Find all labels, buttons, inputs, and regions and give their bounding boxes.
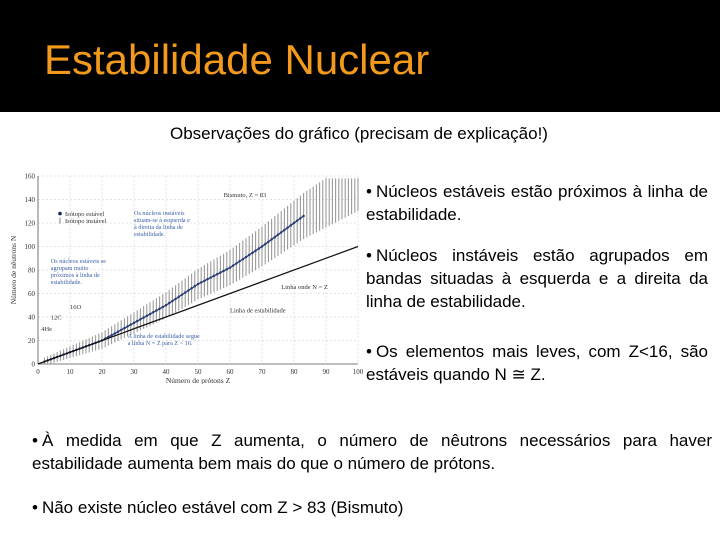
annotation-he4: 4He (41, 326, 53, 334)
slide-subtitle: Observações do gráfico (precisam de explicação!) (170, 124, 548, 143)
annotation-stable: Os núcleos estáveis se (50, 257, 106, 265)
annotation-unstable: estabilidade. (134, 230, 166, 238)
chart-legend (58, 211, 106, 225)
y-tick-label: 140 (24, 196, 35, 204)
y-tick-label: 80 (28, 266, 35, 275)
annotation-unstable: Os núcleos instáveis (134, 209, 185, 217)
annotation-stability-line: Linha de estabilidade (230, 307, 286, 315)
x-tick-label: 80 (290, 368, 298, 376)
annotation-unstable: à direita da linha de (134, 223, 183, 231)
bottom-bullet-2 (32, 496, 712, 519)
y-tick-label: 20 (28, 337, 35, 345)
bullet-marker: • (366, 342, 372, 361)
bottom-bullet-1 (32, 429, 712, 475)
annotation-stable: próximos à linha de (50, 271, 100, 279)
bullet-marker: • (32, 498, 38, 517)
y-tick-label: 100 (24, 243, 35, 251)
y-tick-label: 40 (28, 313, 35, 322)
annotation-o16: 16O (70, 303, 82, 311)
side-bullet-3 (366, 340, 708, 386)
legend-stable-marker (58, 212, 62, 216)
side-bullet-1 (366, 180, 708, 226)
side-bullet-2 (366, 244, 708, 313)
x-tick-label: 30 (130, 368, 138, 376)
annotation-unstable: situam-se à esquerda e (134, 216, 190, 224)
stability-chart (8, 164, 363, 384)
x-tick-label: 70 (258, 368, 266, 376)
annotation-stable: agrupam muito (50, 264, 89, 272)
legend-unstable-label: Isótopo instável (65, 218, 107, 226)
bullet-text: Não existe núcleo estável com Z > 83 (Bismuto) (41, 498, 404, 517)
annotation-stable: estabilidade. (50, 278, 82, 286)
annotation-bismuto: Bismuto, Z = 83 (223, 192, 267, 200)
x-tick-label: 100 (352, 368, 363, 376)
bullet-marker: • (366, 182, 372, 201)
bullet-text: Núcleos instáveis estão agrupados em bandas situadas à esquerda e a direita da linha de estabilidade. (366, 246, 708, 311)
legend-stable-label: Isótopo estável (65, 211, 105, 219)
annotation-c12: 12C (50, 314, 62, 322)
y-tick-label: 0 (31, 360, 35, 369)
slide-title: Estabilidade Nuclear (44, 36, 430, 83)
bullet-marker: • (32, 431, 38, 450)
x-tick-label: 50 (194, 368, 202, 376)
bullet-text: Os elementos mais leves, com Z<16, são estáveis quando N ≅ Z. (366, 342, 708, 384)
x-tick-label: 10 (66, 368, 74, 376)
x-axis-label: Número de prótons Z (165, 376, 231, 384)
x-tick-label: 20 (98, 368, 106, 376)
bullet-text: À medida em que Z aumenta, o número de nêutrons necessários para haver estabilidade aumenta bem mais do que o número de prótons. (32, 431, 712, 473)
x-tick-label: 40 (162, 368, 170, 376)
annotation-nz-line: Linha onde N = Z (281, 283, 328, 291)
x-tick-label: 90 (322, 368, 330, 376)
x-tick-label: 60 (226, 368, 234, 376)
annotation-follows: A linha de estabilidade segue (127, 333, 200, 341)
y-tick-label: 120 (24, 219, 35, 228)
x-tick-label: 0 (36, 368, 40, 376)
y-tick-label: 160 (24, 172, 35, 181)
annotation-follows: a linha N = Z para Z < 16. (127, 340, 193, 348)
bullet-text: Núcleos estáveis estão próximos à linha de estabilidade. (366, 182, 708, 224)
y-tick-label: 60 (28, 290, 35, 298)
bullet-marker: • (366, 246, 372, 265)
title-bar (0, 0, 720, 112)
y-axis-label: Número de nêutrons N (9, 235, 18, 305)
